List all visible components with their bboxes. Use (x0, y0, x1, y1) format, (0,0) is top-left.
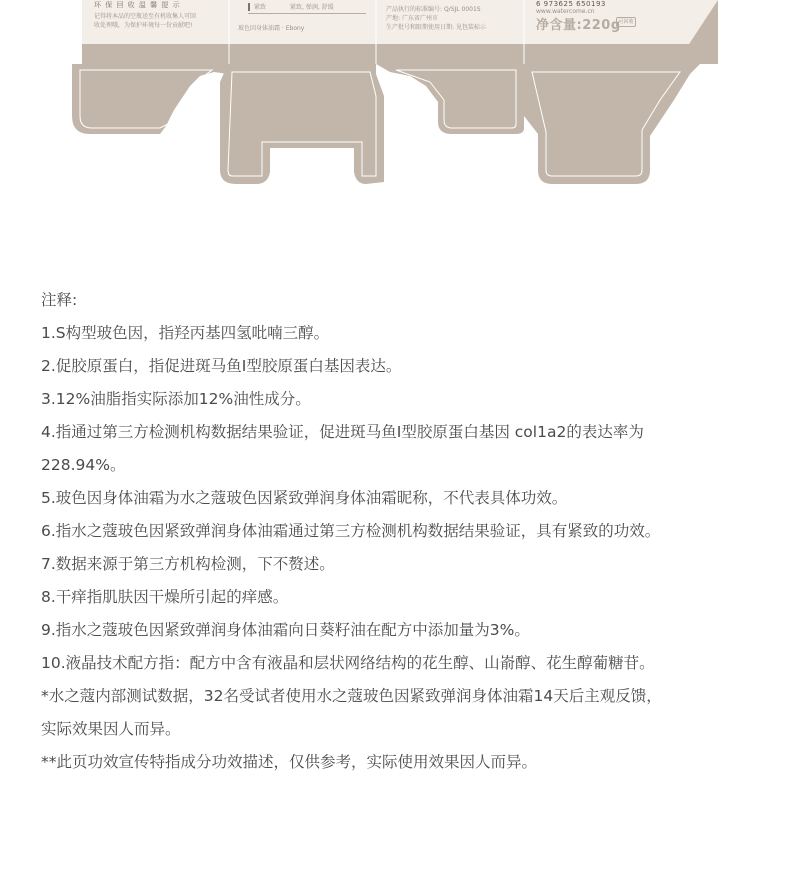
panel2-label: 紧致 (248, 3, 266, 11)
note-line: 7.数据来源于第三方机构检测，下不赘述。 (41, 555, 335, 573)
note-line: 9.指水之蔻玻色因紧致弹润身体油霜向日葵籽油在配方中添加量为3%。 (41, 621, 530, 639)
bottom-flap-2 (220, 64, 384, 184)
note-line: 1.S构型玻色因，指羟丙基四氢吡喃三醇。 (41, 324, 330, 342)
packaging-dieline (0, 0, 790, 200)
panel2-rule (248, 13, 366, 14)
panel2-tags: 紧致, 弹润, 舒缓 (290, 4, 334, 11)
recycle-badge: 可回收 (616, 17, 636, 27)
net-weight: 净含量:220g (536, 18, 621, 33)
bottom-flap-1 (72, 64, 228, 134)
note-line: *水之蔻内部测试数据，32名受试者使用水之蔻玻色因紧致弹润身体油霜14天后主观反馈， (41, 687, 662, 705)
panel1-title: 环 保 回 收 温 馨 提 示 (94, 1, 181, 9)
panel1-text-2: 收处理哦，为保护环境每一份贡献吧! (94, 22, 193, 29)
notes-heading: 注释: (41, 291, 78, 309)
note-line: 4.指通过第三方检测机构数据结果验证，促进斑马鱼I型胶原蛋白基因 col1a2的表达率为 (41, 423, 644, 441)
note-line: 228.94%。 (41, 456, 126, 474)
panel3-line-2: 产地: 广东省广州市 (386, 15, 438, 22)
panel2-bottom: 玻色因身体油霜 · Ebony (238, 25, 305, 32)
notes-section (41, 284, 771, 779)
note-line: 6.指水之蔻玻色因紧致弹润身体油霜通过第三方检测机构数据结果验证，具有紧致的功效。 (41, 522, 661, 540)
note-line: 8.干痒指肌肤因干燥所引起的痒感。 (41, 588, 289, 606)
website-text: www.watercome.cn (536, 8, 595, 15)
note-line: 5.玻色因身体油霜为水之蔻玻色因紧致弹润身体油霜昵称，不代表具体功效。 (41, 489, 568, 507)
panel3-line-1: 产品执行的标准编号: Q/SJL 0001S (386, 6, 481, 13)
barcode-number: 6 973625 650193 (536, 0, 606, 8)
panel1-text-1: 记得将本品的空瓶送至有机收集人可回 (94, 13, 197, 20)
panel-band (82, 44, 718, 64)
note-line: 3.12%油脂指实际添加12%油性成分。 (41, 390, 311, 408)
panel3-line-3: 生产批号和限期使用日期: 见包装标示 (386, 24, 486, 31)
bottom-flap-4 (524, 64, 700, 184)
bottom-flap-3 (376, 64, 524, 134)
note-line: 实际效果因人而异。 (41, 720, 181, 738)
note-line: 10.液晶技术配方指：配方中含有液晶和层状网络结构的花生醇、山嵛醇、花生醇葡糖苷。 (41, 654, 655, 672)
note-line: **此页功效宣传特指成分功效描述，仅供参考，实际使用效果因人而异。 (41, 753, 538, 771)
note-line: 2.促胶原蛋白，指促进斑马鱼I型胶原蛋白基因表达。 (41, 357, 402, 375)
